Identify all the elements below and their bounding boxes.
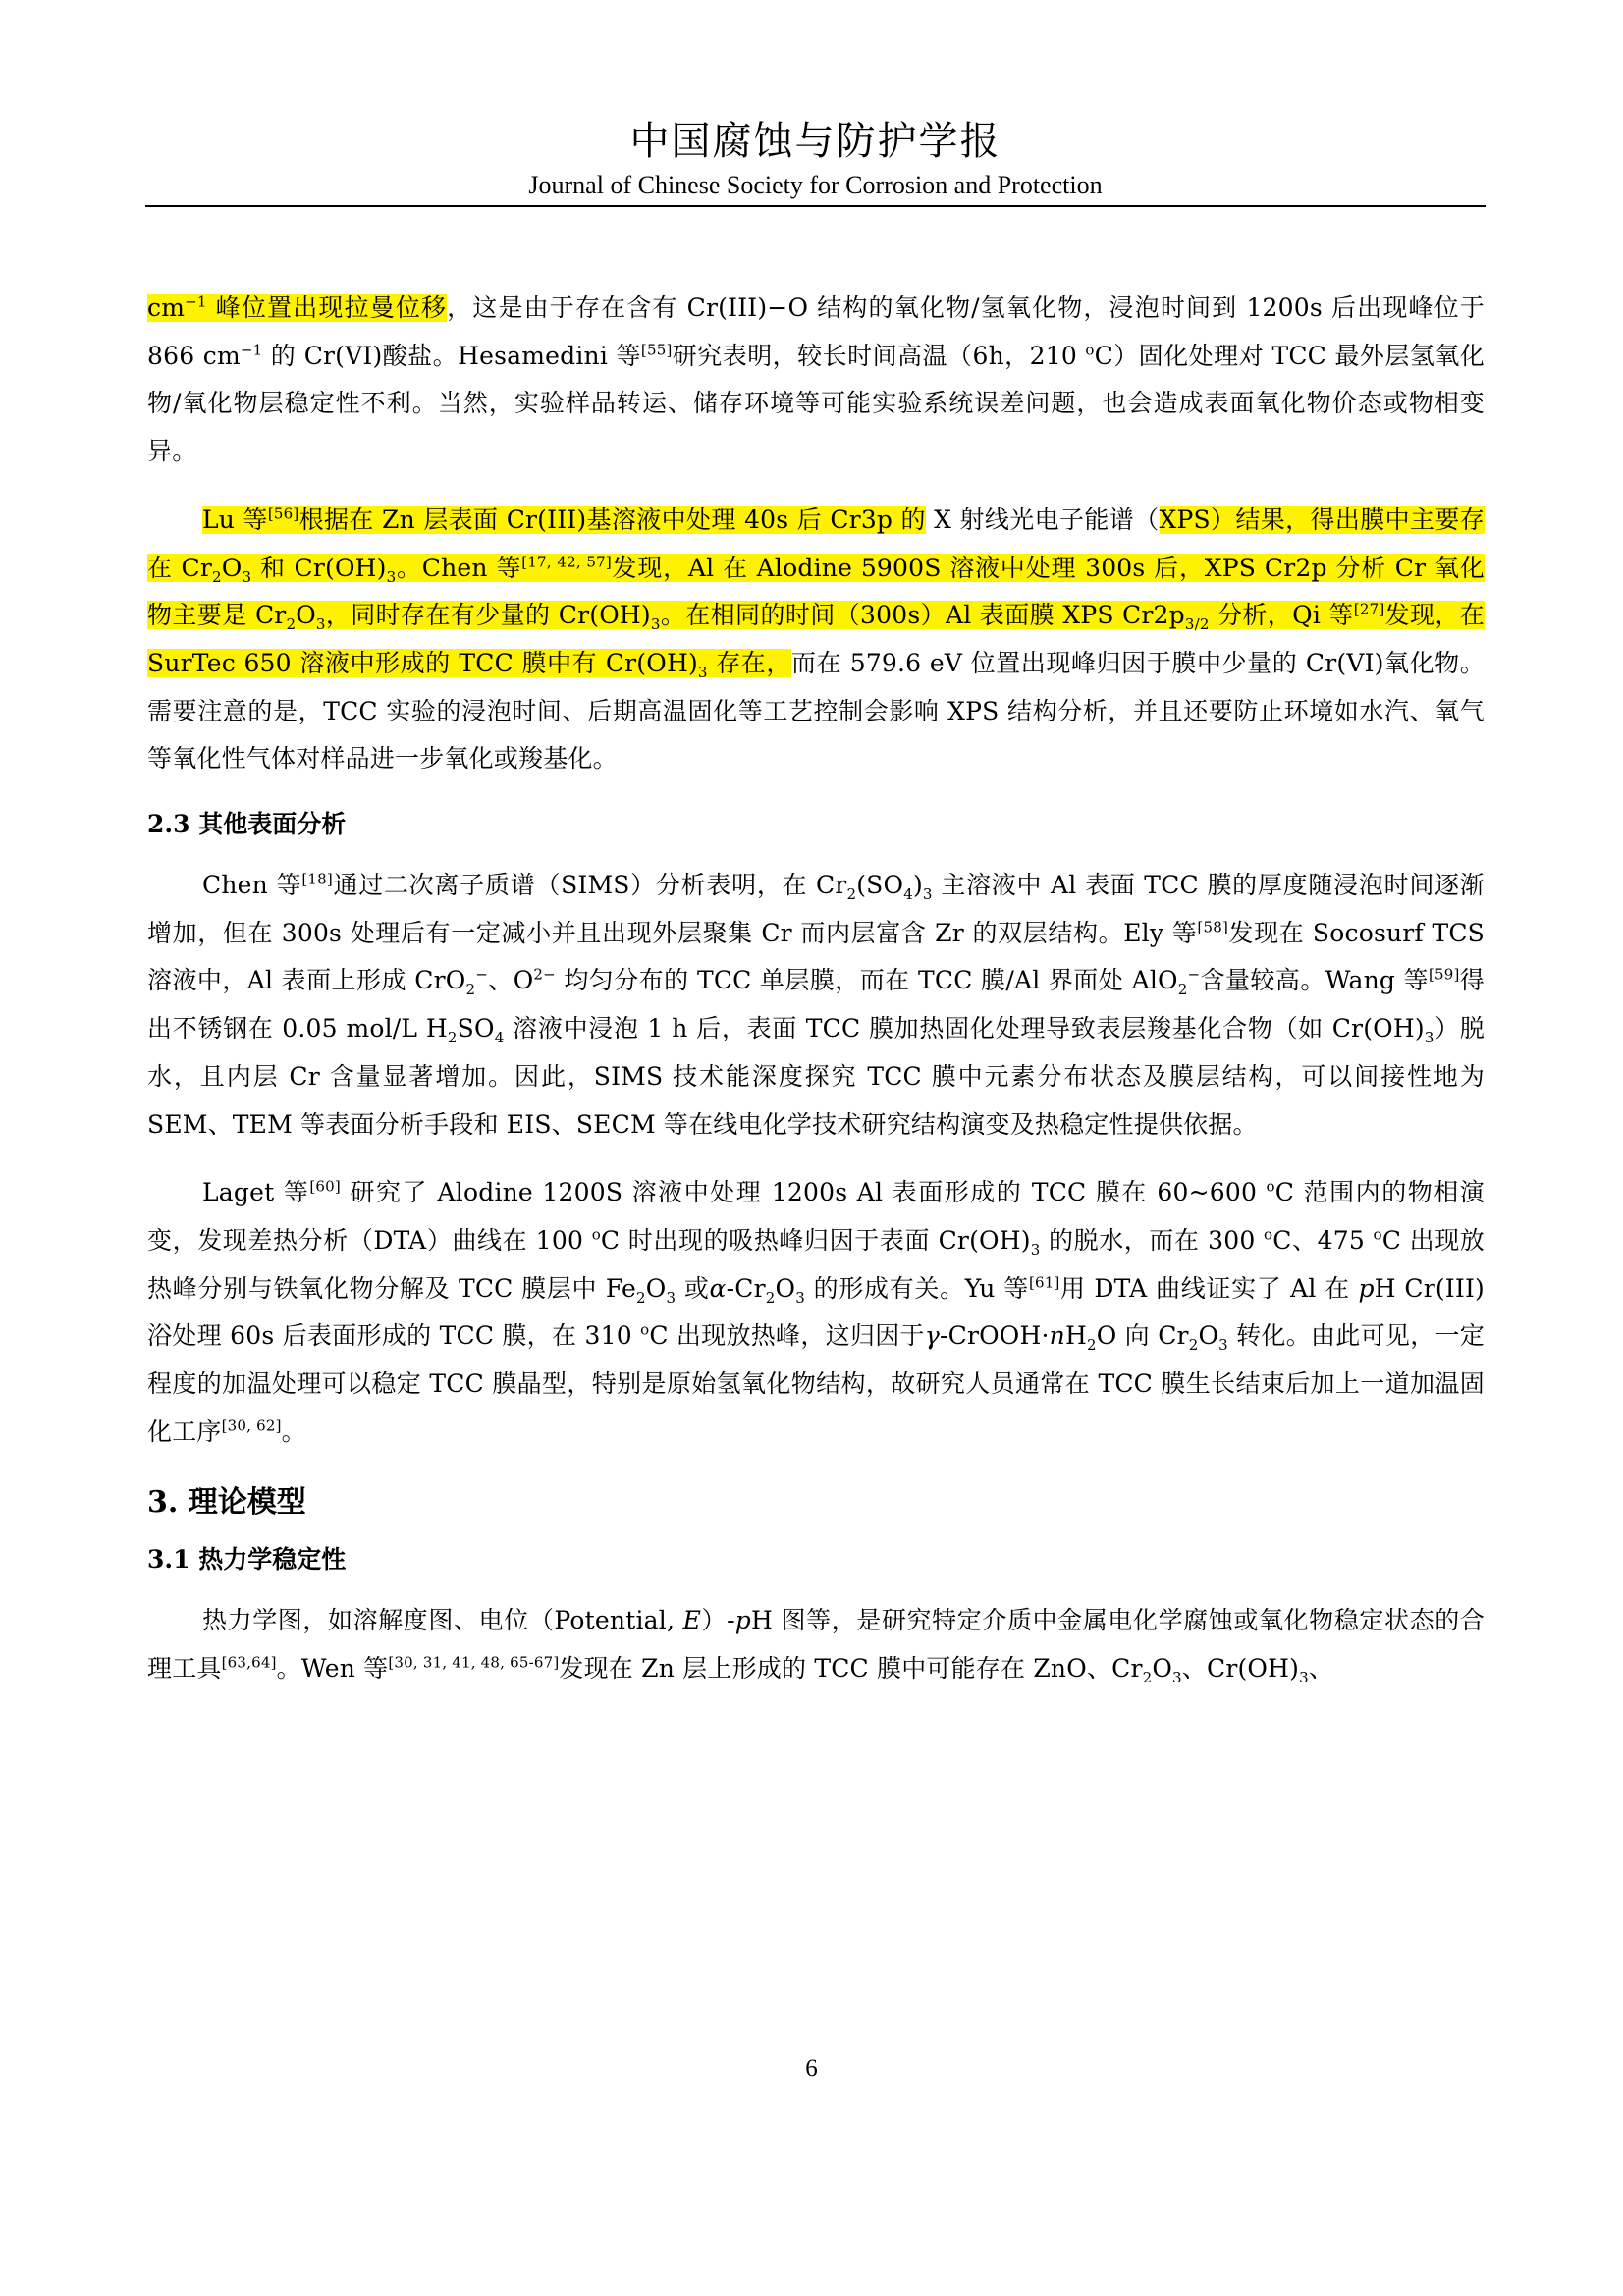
citation: [30, 31, 41, 48, 65-67] [388, 1653, 560, 1672]
paragraph-thermo: 热力学图，如溶解度图、电位（Potential, E）-pH 图等，是研究特定介质中金属电化学腐蚀或氧化物稳定状态的合理工具[63,64]。Wen 等[30, 31, 41, 48, 65-67]发现在 Zn 层上形成的 TCC 膜中可能存在 ZnO、$Cr_2O_3$、$Cr(OH)_3$、 [147, 1606, 1485, 1687]
page-number: 6 [805, 2056, 818, 2082]
citation: [60] [309, 1177, 341, 1196]
citation: [27] [1353, 600, 1385, 618]
citation: [17, 42, 57] [521, 553, 612, 571]
paragraph-xps: Lu 等[56]根据在 Zn 层表面 Cr(III)基溶液中处理 40s 后 Cr3p 的 X 射线光电子能谱（XPS）结果，得出膜中主要存在 $Cr_2O_3$ 和 $Cr(OH)_3$。Chen 等[17, 42, 57]发现，Al 在 Alodine 5900S 溶液中处理 300s 后，XPS Cr2p 分析 Cr 氧化物主要是 $Cr_2O_3$，同时存在有少量的 $Cr(OH)_3$。在相同的时间（300s）Al 表面膜 XPS $Cr2p_{3/2}$ 分析，Qi 等[27]发现，在 SurTec 650 溶液中形成的 TCC 膜中有 $Cr(OH)_3$ 存在，而在 579.6 eV 位置出现峰归因于膜中少量的 Cr(VI)氧化物。需要注意的是，TCC 实验的浸泡时间、后期高温固化等工艺控制会影响 XPS 结构分析，并且还要防止环境如水汽、氧气等氧化性气体对样品进一步氧化或羧基化。 [147, 505, 1486, 774]
citation: [61] [1028, 1273, 1060, 1292]
paragraph-sims: Chen 等[18]通过二次离子质谱（SIMS）分析表明，在 $Cr_2(SO_4)_3$ 主溶液中 Al 表面 TCC 膜的厚度随浸泡时间逐渐增加，但在 300s 处理后有一定减小并且出现外层聚集 Cr 而内层富含 Zr 的双层结构。Ely 等[58]发现在 Socosurf TCS 溶液中，Al 表面上形成 CrO$_2$−、$O^{2-}$ 均匀分布的 TCC 单层膜，而在 TCC 膜/Al 界面处 AlO$_2$−含量较高。Wang 等[59]得出不锈钢在 0.05 mol/L $H_2SO_4$ 溶液中浸泡 1 h 后，表面 TCC 膜加热固化处理导致表层羧基化合物（如 $Cr(OH)_3$）脱水，且内层 Cr 含量显著增加。因此，SIMS 技术能深度探究 TCC 膜中元素分布状态及膜层结构，可以间接性地为 SEM、TEM 等表面分析手段和 EIS、SECM 等在线电化学技术研究结构演变及热稳定性提供依据。 [147, 870, 1486, 1139]
citation: [63,64] [221, 1653, 277, 1672]
citation: [56] [267, 505, 299, 523]
journal-header [145, 116, 1486, 202]
highlight: XPS）结果，得出膜中主要存在 $Cr_2O_3$ 和 $Cr(OH)_3$。Chen 等[17, 42, 57]发现，Al 在 Alodine 5900S 溶液中处理 300s 后，XPS Cr2p 分析 Cr 氧化物主要是 $Cr_2O_3$，同时存在有少量的 $Cr(OH)_3$。在相同的时间（300s）Al 表面膜 XPS $Cr2p_{3/2}$ 分析，Qi 等[27]发现，在 SurTec 650 溶液中形成的 TCC 膜中有 $Cr(OH)_3$ 存在， [147, 505, 1486, 681]
citation: [18] [301, 870, 333, 888]
citation: [58] [1197, 918, 1229, 936]
section-heading-3: 3. 理论模型 [147, 1485, 306, 1521]
section-heading-2-3: 2.3 其他表面分析 [147, 810, 347, 839]
journal-title-en: Journal of Chinese Society for Corrosion and Protection [528, 171, 1103, 199]
citation: [55] [640, 341, 673, 359]
highlight: Lu 等[56]根据在 Zn 层表面 Cr(III)基溶液中处理 40s 后 Cr3p 的 [202, 505, 926, 534]
journal-title-cn: 中国腐蚀与防护学报 [629, 119, 1001, 164]
header-rule [145, 205, 1486, 207]
citation: [30, 62] [221, 1416, 282, 1435]
citation: [59] [1428, 966, 1460, 985]
page-body [147, 285, 1485, 1693]
paragraph-raman: $cm^{-1}$ 峰位置出现拉曼位移，这是由于存在含有 Cr(III)−O 结构的氧化物/氢氧化物，浸泡时间到 1200s 后出现峰位于 866 $cm^{-1}$ 的 Cr(VI)酸盐。Hesamedini 等[55]研究表明，较长时间高温（6h，210 $^o$C）固化处理对 TCC 最外层氢氧化物/氧化物层稳定性不利。当然，实验样品转运、储存环境等可能实验系统误差问题，也会造成表面氧化物价态或物相变异。 [147, 293, 1485, 466]
paragraph-dta: Laget 等[60] 研究了 Alodine 1200S 溶液中处理 1200s Al 表面形成的 TCC 膜在 60~600 $^o$C 范围内的物相演变，发现差热分析（DTA）曲线在 100 $^o$C 时出现的吸热峰归因于表面 $Cr(OH)_3$ 的脱水，而在 300 $^o$C、475 $^o$C 出现放热峰分别与铁氧化物分解及 TCC 膜层中 $Fe_2O_3$ 或$\alpha-Cr_2O_3$ 的形成有关。Yu 等[61]用 DTA 曲线证实了 Al 在 pH Cr(III)浴处理 60s 后表面形成的 TCC 膜，在 310 $^o$C 出现放热峰，这归因于$\gamma-CrOOH\cdot nH_2O$ 向 $Cr_2O_3$ 转化。由此可见，一定程度的加温处理可以稳定 TCC 膜晶型，特别是原始氢氧化物结构，故研究人员通常在 TCC 膜生长结束后加上一道加温固化工序[30, 62]。 [147, 1177, 1486, 1446]
highlight: $cm^{-1}$ 峰位置出现拉曼位移 [147, 293, 448, 322]
section-heading-3-1: 3.1 热力学稳定性 [147, 1545, 347, 1575]
